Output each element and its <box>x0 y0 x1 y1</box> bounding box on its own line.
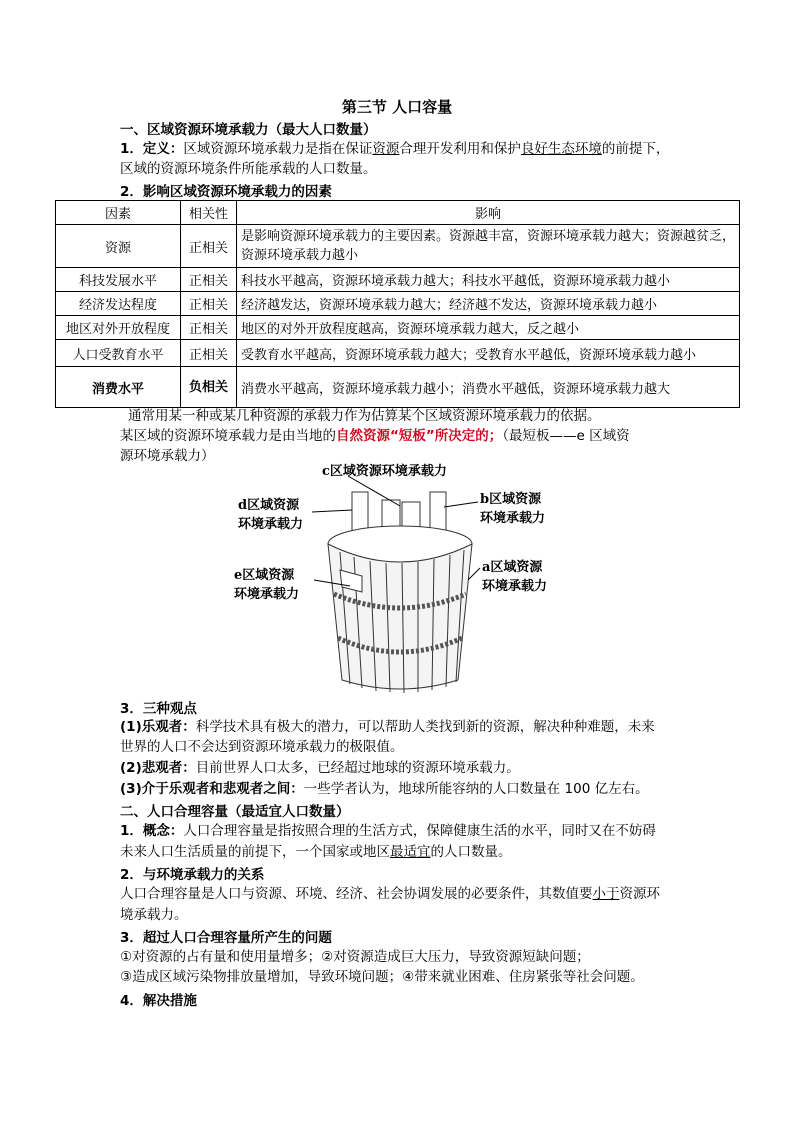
shortboard-text-b: （最短板——e 区域资 <box>502 428 630 444</box>
definition-underline-resource: 资源 <box>372 141 400 157</box>
concept-line-2 <box>120 842 512 862</box>
label-b-line-1: b区域资源 <box>480 492 542 507</box>
label-e-line-1: e区域资源 <box>234 568 295 583</box>
table-cell-relation: 正相关 <box>181 268 237 292</box>
table-row <box>56 225 740 268</box>
concept-line-2-b: 的人口数量。 <box>430 844 512 860</box>
concept-underline: 最适宜 <box>390 844 431 860</box>
definition-text-c: 的前提下， <box>601 141 670 157</box>
label-a-line-1: a区域资源 <box>482 560 543 575</box>
table-cell-factor: 经济发达程度 <box>56 292 181 316</box>
table-cell-effect: 科技水平越高，资源环境承载力越大；科技水平越低，资源环境承载力越小 <box>237 268 740 292</box>
definition-text-b: 合理开发利用和保护 <box>399 141 521 157</box>
label-a-line-2: 环境承载力 <box>482 579 548 594</box>
shortboard-line-2: 源环境承载力） <box>120 448 215 464</box>
relation-text-b: 资源环 <box>619 886 660 902</box>
relation-heading: 2．与环境承载力的关系 <box>120 867 265 883</box>
table-cell-effect: 受教育水平越高，资源环境承载力越大；受教育水平越低，资源环境承载力越小 <box>237 340 740 367</box>
shortboard-highlight: 自然资源“短板”所决定的； <box>336 428 503 444</box>
definition-line-2: 区域的资源环境条件所能承载的人口数量。 <box>120 161 377 177</box>
definition-underline-ecology: 良好生态环境 <box>520 141 602 157</box>
table-cell-effect: 经济越发达，资源环境承载力越大；经济越不发达，资源环境承载力越小 <box>237 292 740 316</box>
definition-text-a: 区域资源环境承载力是指在保证 <box>183 141 373 157</box>
table-row <box>56 292 740 316</box>
pessimist-text: 目前世界人口太多，已经超过地球的资源环境承载力。 <box>195 760 520 776</box>
middle-view-paragraph <box>120 779 649 799</box>
problem-line-2: ③造成区域污染物排放量增加，导致环境问题；④带来就业困难、住房紧张等社会问题。 <box>120 969 644 985</box>
optimist-label: (1)乐观者： <box>120 719 196 735</box>
middle-view-label: (3)介于乐观者和悲观者之间： <box>120 781 304 797</box>
label-b-line-2: 环境承载力 <box>480 511 546 526</box>
table-cell-factor: 资源 <box>56 225 181 268</box>
relation-paragraph <box>120 884 660 904</box>
table-header-cell: 影响 <box>237 201 740 225</box>
pointer-b <box>444 502 478 507</box>
table-cell-relation: 正相关 <box>181 340 237 367</box>
table-row <box>56 367 740 408</box>
table-row <box>56 316 740 340</box>
label-e <box>234 566 299 604</box>
table-cell-factor: 人口受教育水平 <box>56 340 181 367</box>
label-b <box>480 490 545 528</box>
label-e-line-2: 环境承载力 <box>234 587 300 602</box>
table-cell-relation: 正相关 <box>181 316 237 340</box>
bucket-figure <box>230 462 570 697</box>
table-cell-factor: 地区对外开放程度 <box>56 316 181 340</box>
table-cell-effect: 消费水平越高，资源环境承载力越小；消费水平越低，资源环境承载力越大 <box>237 367 740 408</box>
optimist-text: 科学技术具有极大的潜力，可以帮助人类找到新的资源，解决种种难题，未来 <box>195 719 655 735</box>
relation-line-2: 境承载力。 <box>120 907 188 923</box>
table-cell-relation: 负相关 <box>181 367 237 408</box>
table-cell-factor: 消费水平 <box>56 367 181 408</box>
definition-paragraph <box>120 139 669 159</box>
pointer-d <box>312 510 352 512</box>
table-header-cell: 相关性 <box>181 201 237 225</box>
factors-table <box>55 200 740 408</box>
table-cell-factor: 科技发展水平 <box>56 268 181 292</box>
table-cell-effect: 是影响资源环境承载力的主要因素。资源越丰富，资源环境承载力越大；资源越贫乏，资源环境承载力越小 <box>237 225 740 268</box>
middle-view-text: 一些学者认为，地球所能容纳的人口数量在 100 亿左右。 <box>303 781 649 797</box>
table-cell-relation: 正相关 <box>181 292 237 316</box>
concept-line-2-a: 未来人口生活质量的前提下，一个国家或地区 <box>120 844 390 860</box>
measure-heading: 4．解决措施 <box>120 993 197 1009</box>
problem-heading: 3．超过人口合理容量所产生的问题 <box>120 930 332 946</box>
shortboard-text-a: 某区域的资源环境承载力是由当地的 <box>120 428 336 444</box>
relation-underline: 小于 <box>592 886 620 902</box>
table-row <box>56 340 740 367</box>
table-header-cell: 因素 <box>56 201 181 225</box>
problem-line-1: ①对资源的占有量和使用量增多；②对资源造成巨大压力，导致资源短缺问题； <box>120 949 590 965</box>
concept-text: 人口合理容量是指按照合理的生活方式，保障健康生活的水平，同时又在不妨碍 <box>183 823 656 839</box>
optimist-line-2: 世界的人口不会达到资源环境承载力的极限值。 <box>120 739 404 755</box>
page-title: 第三节 人口容量 <box>341 98 453 116</box>
table-row <box>56 268 740 292</box>
label-d-line-2: 环境承载力 <box>238 517 304 532</box>
views-heading: 3．三种观点 <box>120 701 197 717</box>
label-a <box>482 558 547 596</box>
relation-text-a: 人口合理容量是人口与资源、环境、经济、社会协调发展的必要条件，其数值要 <box>120 886 593 902</box>
basis-paragraph: 通常用某一种或某几种资源的承载力作为估算某个区域资源环境承载力的依据。 <box>128 408 601 424</box>
section-heading-carrying-capacity: 一、区域资源环境承载力（最大人口数量） <box>120 122 377 138</box>
concept-paragraph <box>120 821 656 841</box>
label-d <box>238 496 303 534</box>
shortboard-paragraph <box>120 426 630 446</box>
table-cell-effect: 地区的对外开放程度越高，资源环境承载力越大，反之越小 <box>237 316 740 340</box>
table-cell-relation: 正相关 <box>181 225 237 268</box>
label-d-line-1: d区域资源 <box>238 498 300 513</box>
optimist-paragraph <box>120 717 655 737</box>
table-header-row <box>56 201 740 225</box>
factor-heading: 2．影响区域资源环境承载力的因素 <box>120 184 332 200</box>
label-c: c区域资源环境承载力 <box>322 464 447 479</box>
section-heading-reasonable-capacity: 二、人口合理容量（最适宜人口数量） <box>120 804 350 820</box>
pessimist-paragraph <box>120 758 520 778</box>
pessimist-label: (2)悲观者： <box>120 760 196 776</box>
bucket-body <box>328 544 472 689</box>
definition-label: 1．定义： <box>120 141 184 157</box>
concept-label: 1．概念： <box>120 823 184 839</box>
